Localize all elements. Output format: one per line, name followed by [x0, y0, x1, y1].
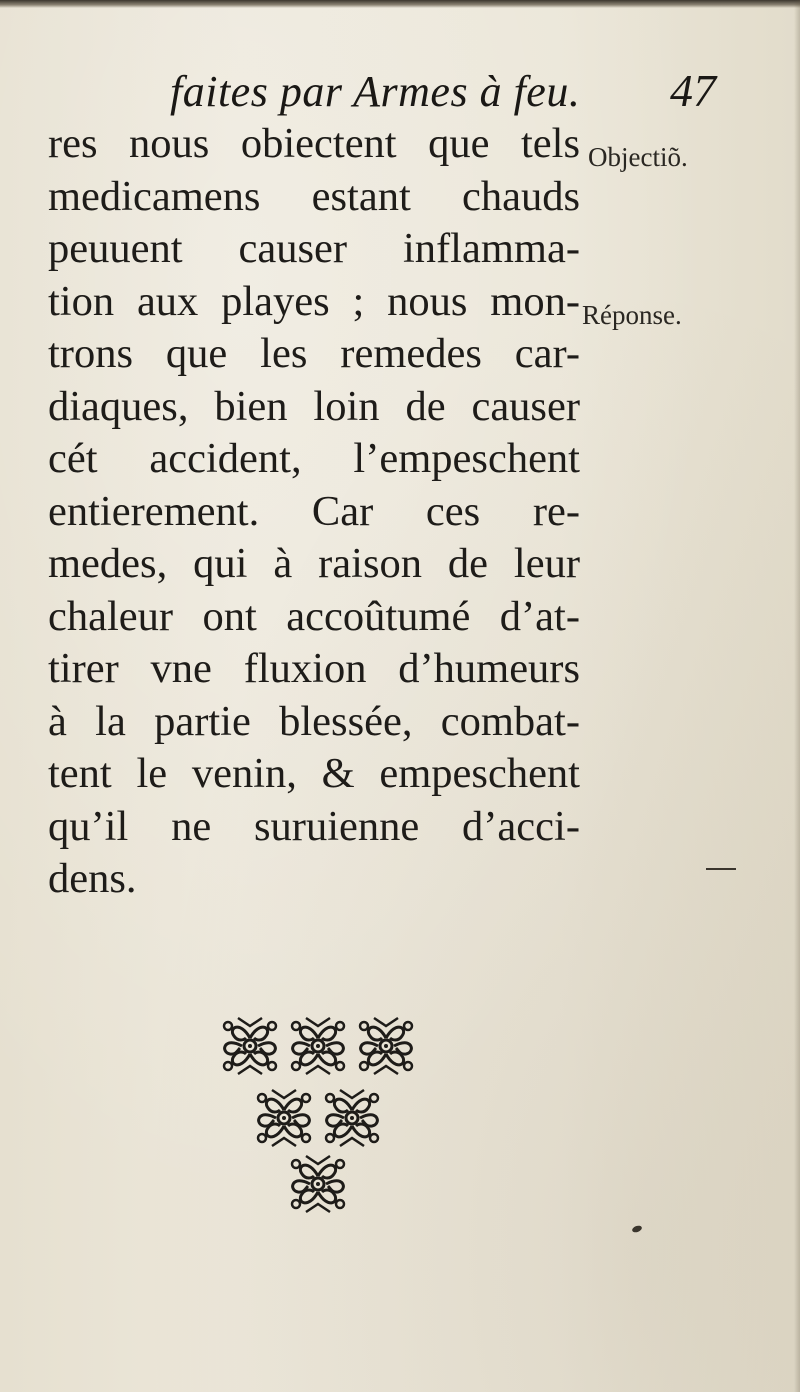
margin-note-response: Réponse. [582, 300, 682, 330]
ink-speck [631, 1224, 642, 1233]
text-line: res nous obiectent que tels [48, 120, 580, 167]
text-line: trons que les remedes car- [48, 330, 580, 377]
body-text [48, 118, 580, 906]
text-line: peuuent causer inflamma- [48, 225, 580, 272]
text-line: dens. [48, 855, 137, 902]
text-line: qu’il ne suruienne d’acci- [48, 802, 580, 850]
text-line: tion aux playes ; nous mon- [48, 277, 580, 325]
running-title: faites par Armes à feu. [170, 67, 581, 116]
margin-note-objection: Objectiõ. [588, 142, 688, 172]
page-right-edge [794, 0, 800, 1392]
text-line: diaques, bien loin de causer [48, 382, 580, 430]
text-line: tent le venin, & empeschent [48, 750, 580, 797]
page-top-edge [0, 0, 800, 8]
text-line: medicamens estant chauds [48, 172, 580, 220]
text-line: tirer vne fluxion d’humeurs [48, 645, 580, 692]
page-number: 47 [670, 65, 716, 116]
text-line: medes, qui à raison de leur [48, 540, 580, 587]
margin-dash-mark [706, 868, 736, 870]
text-line: entierement. Car ces re- [48, 487, 580, 535]
text-line: chaleur ont accoûtumé d’at- [48, 592, 580, 640]
text-line: cét accident, l’empeschent [48, 435, 580, 482]
fleuron-ornament-icon [210, 1010, 430, 1220]
text-line: à la partie blessée, combat- [48, 697, 580, 745]
